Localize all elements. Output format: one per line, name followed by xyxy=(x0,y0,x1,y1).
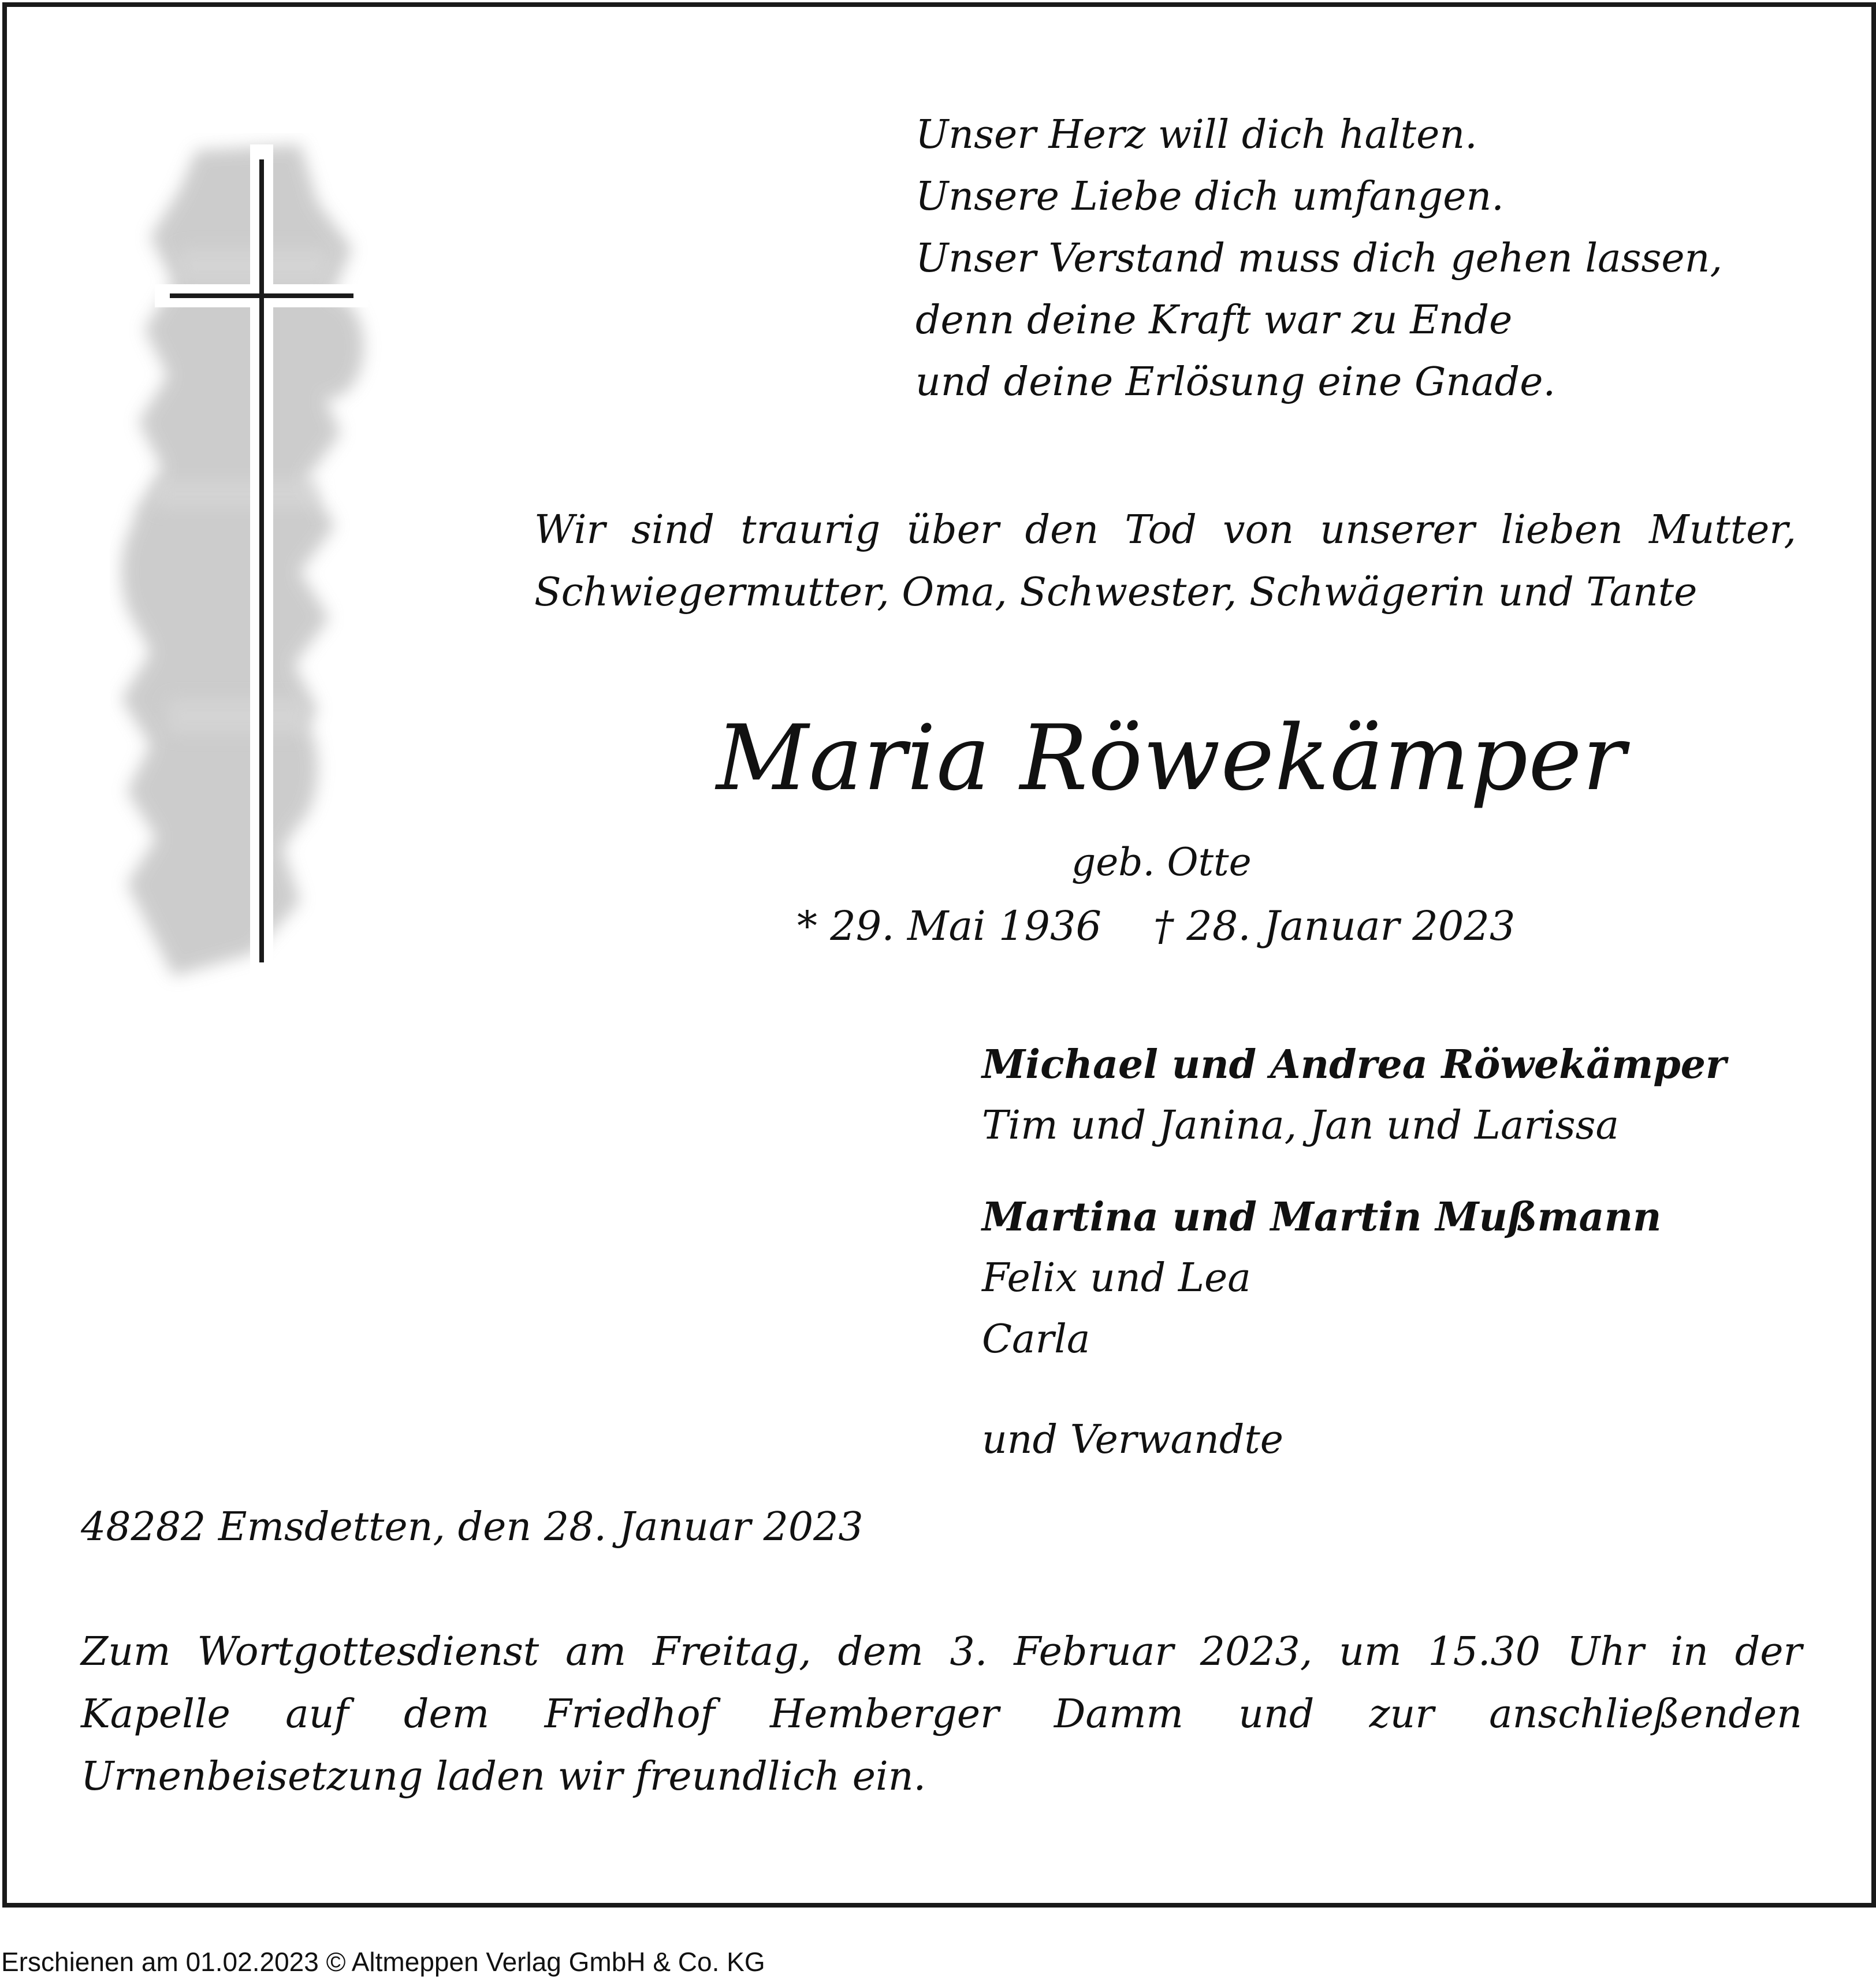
service-line: Zum Wortgottesdienst am Freitag, dem 3. Februar 2023, um 15.30 Uhr in der xyxy=(81,1629,1802,1675)
intro-line: Wir sind traurig über den Tod von unserer lieben Mutter, xyxy=(534,507,1796,553)
mourner-relatives: und Verwandte xyxy=(982,1417,1283,1463)
mourner-children: Tim und Janina, Jan und Larissa xyxy=(982,1103,1620,1148)
service-info xyxy=(81,1621,1802,1808)
cross-icon xyxy=(110,133,410,999)
cross-illustration xyxy=(110,133,410,999)
mourner-head: Martina und Martin Mußmann xyxy=(982,1194,1662,1240)
maiden-name: geb. Otte xyxy=(1071,840,1252,884)
service-line: Urnenbeisetzung laden wir freundlich ein. xyxy=(81,1754,926,1799)
place-date: 48282 Emsdetten, den 28. Januar 2023 xyxy=(81,1504,863,1550)
service-line: Kapelle auf dem Friedhof Hemberger Damm und zur anschließenden xyxy=(81,1691,1802,1737)
mourners-list xyxy=(982,1034,1726,1471)
poem xyxy=(915,104,1722,413)
birth-date: * 29. Mai 1936 xyxy=(797,902,1102,950)
intro-line: Schwiegermutter, Oma, Schwester, Schwägerin und Tante xyxy=(534,570,1698,615)
mourner-children: Carla xyxy=(982,1317,1090,1362)
life-dates xyxy=(797,898,1515,954)
poem-line: Unser Herz will dich halten. xyxy=(915,112,1477,158)
death-date: † 28. Januar 2023 xyxy=(1153,902,1516,950)
poem-line: Unser Verstand muss dich gehen lassen, xyxy=(915,236,1723,281)
mourner-children: Felix und Lea xyxy=(982,1255,1251,1301)
intro-text xyxy=(534,499,1796,624)
poem-line: und deine Erlösung eine Gnade. xyxy=(915,359,1556,405)
poem-line: denn deine Kraft war zu Ende xyxy=(915,298,1513,343)
deceased-name: Maria Röwekämper xyxy=(716,705,1626,810)
poem-line: Unsere Liebe dich umfangen. xyxy=(915,174,1504,220)
publication-footer: Erschienen am 01.02.2023 © Altmeppen Verlag GmbH & Co. KG xyxy=(1,1947,765,1977)
mourner-head: Michael und Andrea Röwekämper xyxy=(982,1042,1726,1088)
